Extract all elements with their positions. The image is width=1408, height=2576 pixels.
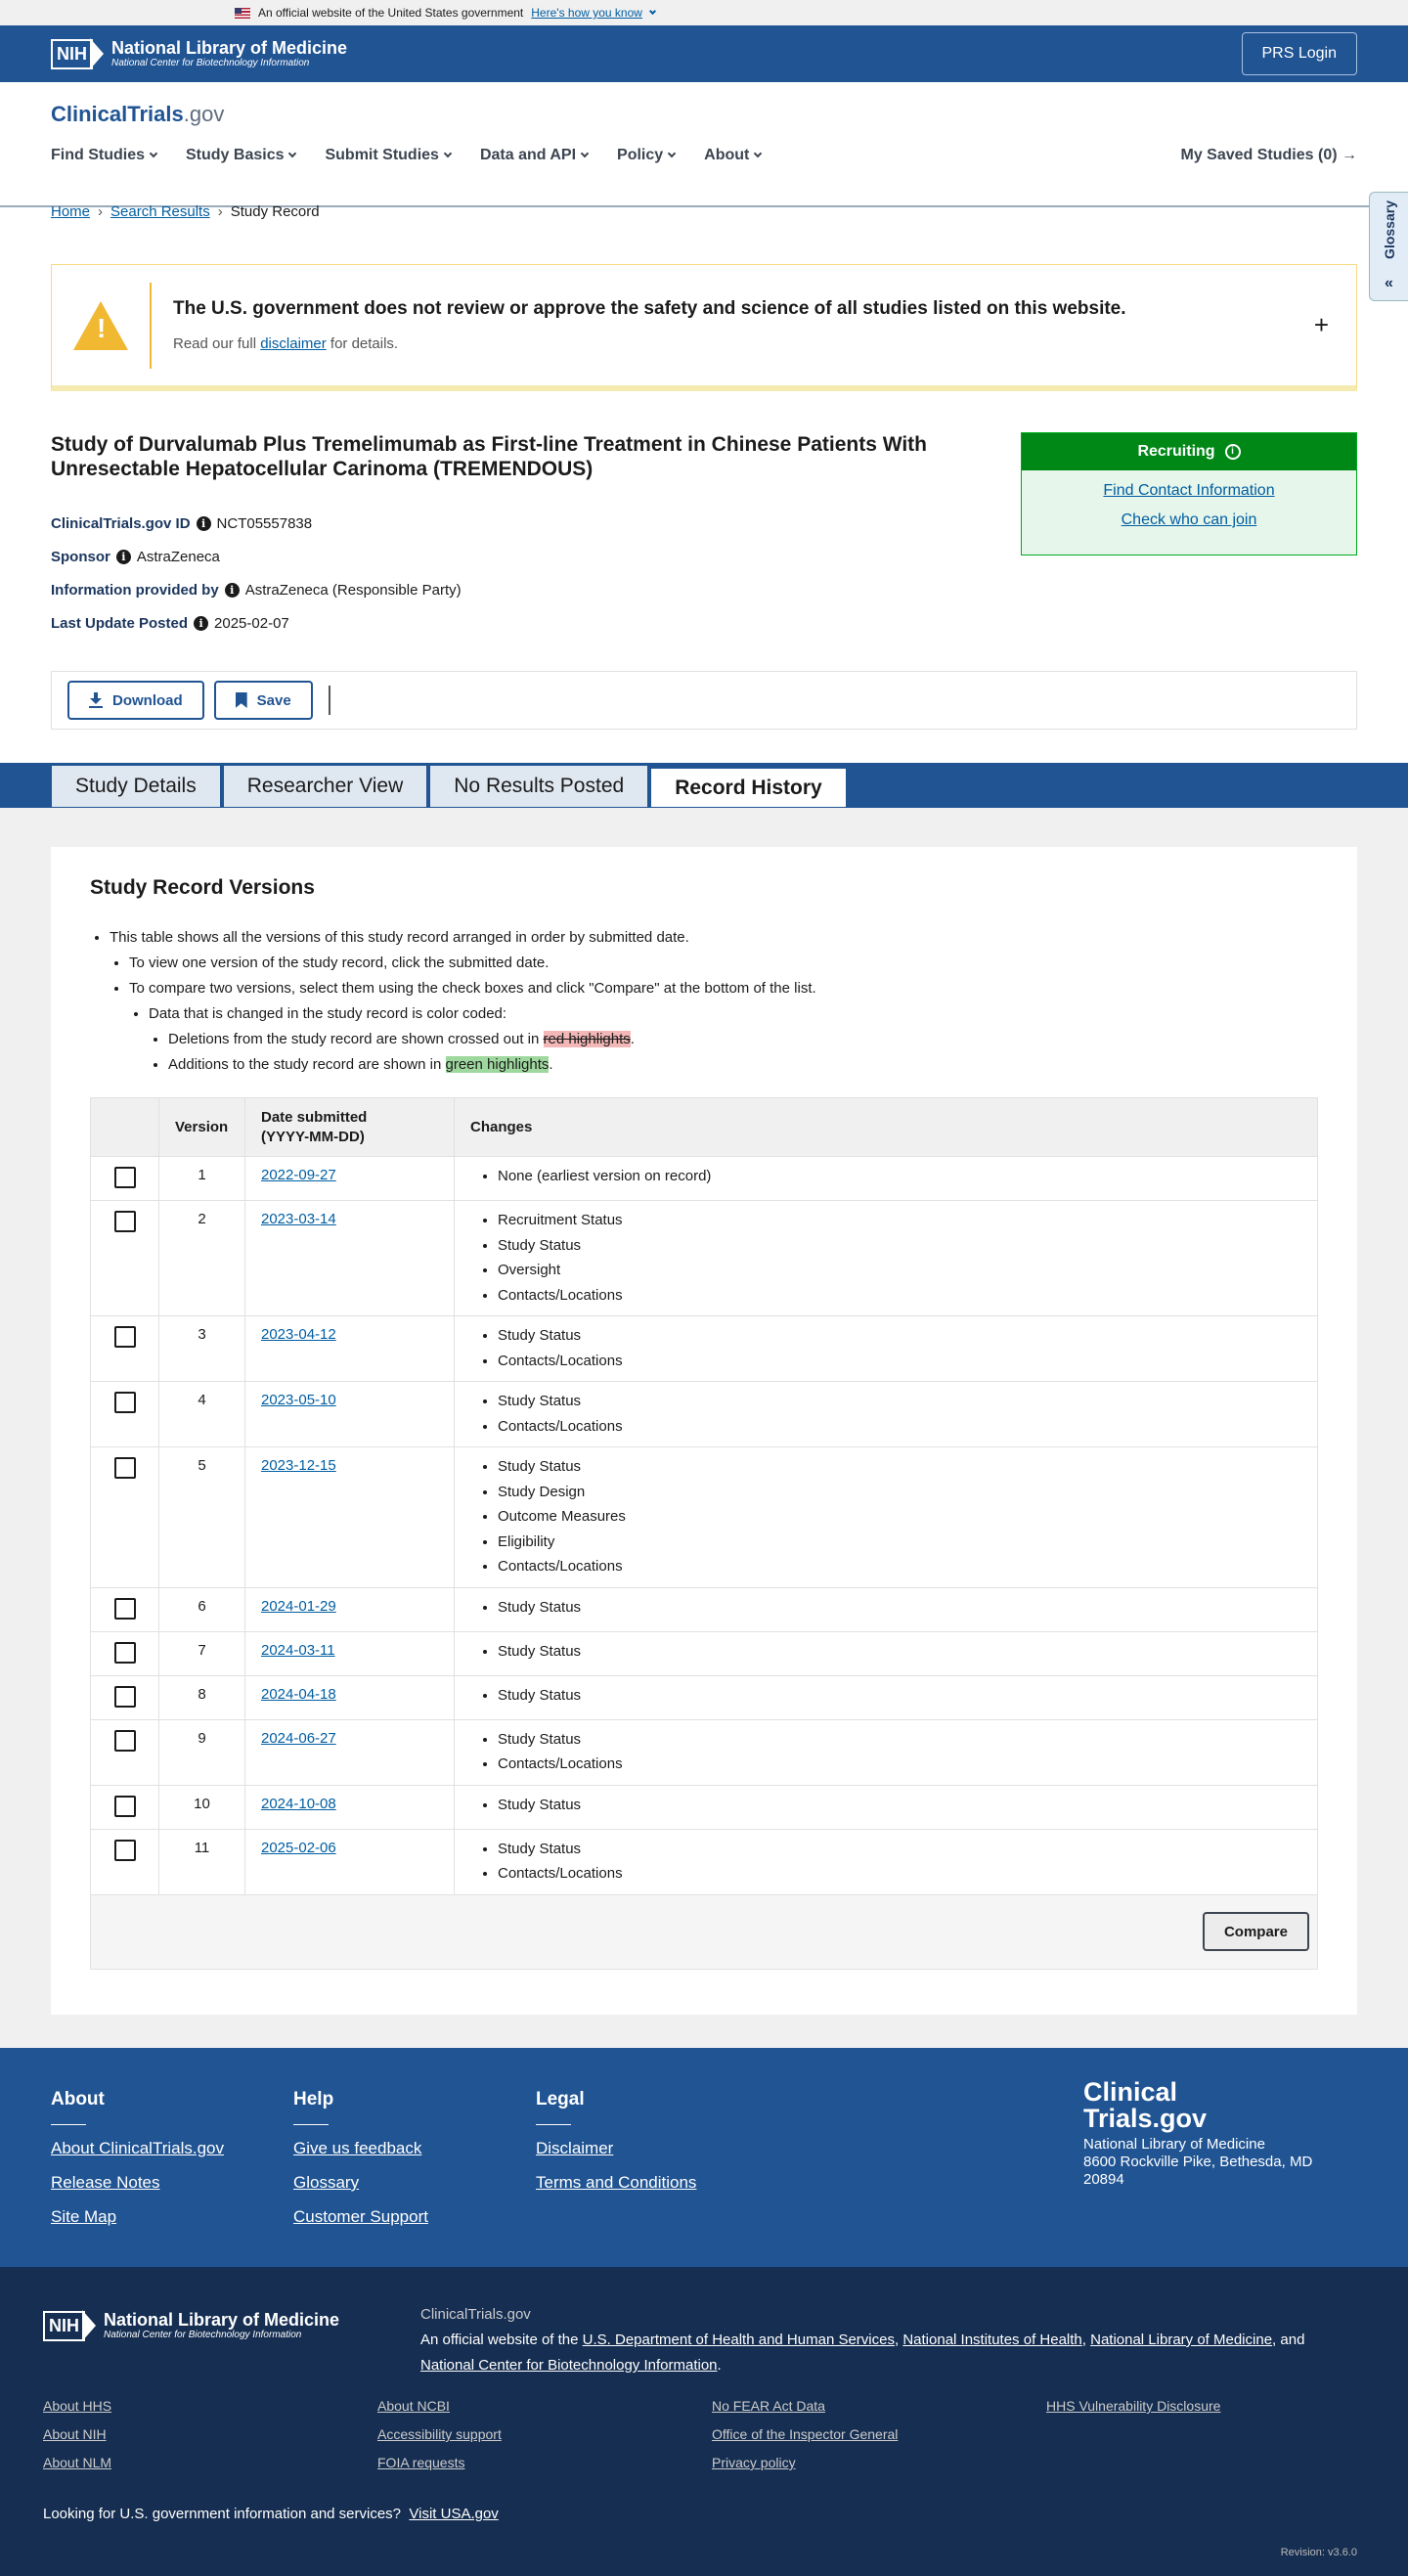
- info-icon[interactable]: i: [225, 583, 240, 598]
- warning-icon: !: [73, 301, 128, 350]
- footer-legal-title: Legal: [536, 2089, 585, 2110]
- footer-link[interactable]: About ClinicalTrials.gov: [51, 2139, 224, 2157]
- version-date-link[interactable]: 2024-06-27: [261, 1729, 336, 1747]
- change-item: • Study Status: [498, 1793, 1301, 1818]
- version-date-link[interactable]: 2024-10-08: [261, 1795, 336, 1812]
- clinicaltrials-logo[interactable]: ClinicalTrials.gov: [51, 102, 225, 126]
- version-date-link[interactable]: 2023-05-10: [261, 1392, 336, 1408]
- compare-button[interactable]: Compare: [1203, 1912, 1309, 1951]
- footer-link[interactable]: About HHS: [43, 2398, 112, 2414]
- version-checkbox[interactable]: [114, 1326, 136, 1348]
- footer-link[interactable]: Customer Support: [293, 2207, 428, 2226]
- footer-link[interactable]: Terms and Conditions: [536, 2173, 697, 2192]
- chevron-down-icon: [150, 150, 157, 157]
- alert-text: Read our full disclaimer for details.: [173, 335, 399, 352]
- changes-cell: [455, 1447, 1318, 1588]
- breadcrumb: [51, 203, 320, 220]
- nih-header: [0, 25, 1408, 82]
- versions-heading: Study Record Versions: [90, 876, 315, 899]
- footer-link[interactable]: HHS Vulnerability Disclosure: [1046, 2398, 1221, 2414]
- breadcrumb-home[interactable]: Home: [51, 203, 91, 220]
- info-icon[interactable]: i: [116, 550, 131, 564]
- footer-link[interactable]: About NIH: [43, 2426, 107, 2442]
- footer-nlm: [0, 2267, 1408, 2576]
- find-contact-link[interactable]: Find Contact Information: [1103, 482, 1275, 499]
- footer-links-col4: [1046, 2398, 1220, 2426]
- chevron-down-icon: [649, 7, 656, 14]
- main-nav: [51, 147, 761, 164]
- prs-login-button[interactable]: PRS Login: [1242, 32, 1358, 75]
- changes-cell: [455, 1587, 1318, 1631]
- glossary-label: Glossary: [1381, 200, 1397, 259]
- table-row: [91, 1675, 1318, 1719]
- version-date-link[interactable]: 2023-04-12: [261, 1326, 336, 1343]
- footer-ct-logo[interactable]: Clinical Trials.gov: [1083, 2077, 1208, 2133]
- change-item: • Study Status: [498, 1389, 1301, 1414]
- my-saved-studies-link[interactable]: My Saved Studies (0) →: [1180, 147, 1357, 163]
- change-item: • Study Status: [498, 1639, 1301, 1665]
- nih-logo-icon: NIH: [43, 2310, 96, 2341]
- ncbi-link[interactable]: National Center for Biotechnology Information: [420, 2357, 718, 2374]
- version-checkbox[interactable]: [114, 1642, 136, 1664]
- id-label: ClinicalTrials.gov ID: [51, 514, 191, 532]
- version-number: 7: [159, 1631, 245, 1675]
- change-item: • Contacts/Locations: [498, 1861, 1301, 1887]
- instruction-item: • This table shows all the versions of this study record arranged in order by submitted date.: [110, 925, 816, 951]
- divider: [329, 686, 330, 715]
- version-checkbox[interactable]: [114, 1598, 136, 1620]
- nlm-link[interactable]: National Library of Medicine: [1090, 2332, 1273, 2348]
- nih-title: National Library of Medicine: [111, 38, 348, 58]
- info-provided-label: Information provided by: [51, 581, 219, 599]
- footer-link[interactable]: Give us feedback: [293, 2139, 422, 2157]
- footer-main: [0, 2048, 1408, 2267]
- footer-link[interactable]: Site Map: [51, 2207, 117, 2226]
- change-item: • Contacts/Locations: [498, 1752, 1301, 1777]
- heres-how-you-know-link[interactable]: Here's how you know: [531, 6, 642, 20]
- versions-instructions: [90, 925, 816, 1078]
- version-number: 9: [159, 1719, 245, 1785]
- download-button[interactable]: Download: [67, 681, 204, 720]
- usa-gov-line: Looking for U.S. government information and services? Visit USA.gov: [43, 2506, 499, 2522]
- footer-legal-col: [536, 2089, 696, 2207]
- last-update-value: 2025-02-07: [214, 614, 289, 632]
- version-number: 5: [159, 1447, 245, 1588]
- changes-cell: [455, 1719, 1318, 1785]
- instruction-item: • To view one version of the study record, click the submitted date.: [129, 951, 816, 976]
- version-date-link[interactable]: 2023-03-14: [261, 1211, 336, 1227]
- glossary-toggle[interactable]: [1369, 192, 1408, 301]
- footer-nih-logo[interactable]: NIH National Library of Medicine National Center for Biotechnology Information: [43, 2310, 339, 2341]
- footer-link[interactable]: Office of the Inspector General: [712, 2426, 899, 2442]
- footer-links-col2: [377, 2398, 502, 2483]
- instruction-item: • To compare two versions, select them using the check boxes and click "Compare" at the bottom of the list.: [129, 976, 816, 1001]
- table-row: [91, 1631, 1318, 1675]
- recruiting-status: Recruiting: [1137, 443, 1215, 460]
- nav-about[interactable]: About: [704, 147, 761, 164]
- chevron-right-icon: ›: [217, 203, 223, 220]
- changes-cell: [455, 1201, 1318, 1316]
- version-number: 3: [159, 1316, 245, 1382]
- chevron-down-icon: [288, 150, 296, 157]
- change-item: • Oversight: [498, 1258, 1301, 1283]
- table-footer: [91, 1894, 1318, 1969]
- col-changes: Changes: [455, 1098, 1318, 1157]
- nav-study-basics[interactable]: Study Basics: [186, 147, 295, 164]
- footer-link[interactable]: About NLM: [43, 2455, 112, 2470]
- version-checkbox[interactable]: [114, 1457, 136, 1479]
- nih-logo-icon: NIH: [51, 38, 104, 69]
- tab-study-details[interactable]: Study Details: [51, 765, 221, 808]
- version-checkbox[interactable]: [114, 1686, 136, 1708]
- version-number: 10: [159, 1785, 245, 1829]
- changes-cell: [455, 1316, 1318, 1382]
- nav-data-and-api[interactable]: Data and API: [480, 147, 588, 164]
- study-id: NCT05557838: [216, 514, 313, 532]
- site-header: [0, 82, 1408, 207]
- col-date: Date submitted (YYYY-MM-DD): [245, 1098, 455, 1157]
- table-row: [91, 1719, 1318, 1785]
- version-date-link[interactable]: 2024-04-18: [261, 1685, 336, 1703]
- last-update-label: Last Update Posted: [51, 614, 189, 632]
- nih-subtitle: National Center for Biotechnology Information: [111, 58, 310, 68]
- footer-link[interactable]: Accessibility support: [377, 2426, 502, 2442]
- footer-link[interactable]: About NCBI: [377, 2398, 450, 2414]
- hhs-link[interactable]: U.S. Department of Health and Human Services: [582, 2332, 895, 2348]
- changes-cell: [455, 1675, 1318, 1719]
- footer-about-col: [51, 2089, 224, 2242]
- chevron-down-icon: [754, 150, 762, 157]
- version-date-link[interactable]: 2022-09-27: [261, 1167, 336, 1183]
- tab-no-results-posted[interactable]: No Results Posted: [429, 765, 648, 808]
- version-number: 8: [159, 1675, 245, 1719]
- footer-links-col1: [43, 2398, 111, 2483]
- footer-link[interactable]: Release Notes: [51, 2173, 160, 2192]
- info-provided-value: AstraZeneca (Responsible Party): [244, 581, 462, 599]
- version-number: 6: [159, 1587, 245, 1631]
- footer-link[interactable]: Glossary: [293, 2173, 360, 2192]
- version-date-link[interactable]: 2023-12-15: [261, 1457, 336, 1474]
- disclaimer-link[interactable]: disclaimer: [260, 335, 327, 352]
- nih-logo[interactable]: [51, 38, 347, 69]
- instruction-item: • Data that is changed in the study record is color coded:: [149, 1001, 816, 1027]
- col-version: Version: [159, 1098, 245, 1157]
- chevron-down-icon: [668, 150, 676, 157]
- nav-find-studies[interactable]: Find Studies: [51, 147, 156, 164]
- footer-about-title: About: [51, 2089, 105, 2110]
- nih-link[interactable]: National Institutes of Health: [902, 2332, 1082, 2348]
- change-item: • Study Status: [498, 1595, 1301, 1621]
- table-row: [91, 1316, 1318, 1382]
- change-item: • Study Status: [498, 1727, 1301, 1753]
- info-icon[interactable]: i: [197, 516, 211, 531]
- usa-gov-link[interactable]: Visit USA.gov: [409, 2506, 499, 2522]
- changes-cell: [455, 1829, 1318, 1894]
- disclaimer-alert: [51, 264, 1357, 391]
- record-history-card: [51, 847, 1357, 2015]
- green-highlight-sample: green highlights: [445, 1056, 550, 1073]
- change-item: • Study Status: [498, 1233, 1301, 1259]
- table-row: [91, 1157, 1318, 1201]
- recruiting-status-box: [1021, 432, 1357, 555]
- version-date-link[interactable]: 2024-03-11: [261, 1641, 335, 1659]
- version-date-link[interactable]: 2025-02-06: [261, 1839, 336, 1856]
- double-chevron-left-icon: «: [1385, 274, 1393, 291]
- check-who-can-join-link[interactable]: Check who can join: [1121, 511, 1257, 528]
- changes-cell: [455, 1382, 1318, 1447]
- chevron-right-icon: ›: [98, 203, 104, 220]
- study-meta: [51, 507, 462, 640]
- download-icon: [89, 692, 103, 708]
- footer-help-title: Help: [293, 2089, 334, 2110]
- version-checkbox[interactable]: [114, 1211, 136, 1232]
- change-item: • Contacts/Locations: [498, 1283, 1301, 1309]
- footer-help-col: [293, 2089, 428, 2242]
- version-checkbox[interactable]: [114, 1840, 136, 1861]
- version-checkbox[interactable]: [114, 1392, 136, 1413]
- bookmark-icon: [236, 692, 247, 708]
- version-number: 2: [159, 1201, 245, 1316]
- footer-links-col3: [712, 2398, 898, 2483]
- change-item: • Study Status: [498, 1323, 1301, 1349]
- expand-plus-icon[interactable]: +: [1313, 310, 1329, 339]
- red-highlight-sample: red highlights: [543, 1031, 631, 1047]
- change-item: • Study Design: [498, 1480, 1301, 1505]
- tab-researcher-view[interactable]: Researcher View: [223, 765, 428, 808]
- footer-link[interactable]: No FEAR Act Data: [712, 2398, 825, 2414]
- versions-table: [90, 1097, 1318, 1970]
- change-item: • Recruitment Status: [498, 1208, 1301, 1233]
- info-icon[interactable]: i: [1225, 444, 1241, 460]
- change-item: • Eligibility: [498, 1530, 1301, 1555]
- version-checkbox[interactable]: [114, 1167, 136, 1188]
- version-number: 4: [159, 1382, 245, 1447]
- gov-banner: [0, 0, 1408, 25]
- sponsor-value: AstraZeneca: [136, 548, 220, 565]
- table-row: [91, 1829, 1318, 1894]
- version-number: 1: [159, 1157, 245, 1201]
- version-checkbox[interactable]: [114, 1730, 136, 1752]
- nav-policy[interactable]: Policy: [617, 147, 675, 164]
- change-item: • Outcome Measures: [498, 1504, 1301, 1530]
- changes-cell: [455, 1631, 1318, 1675]
- changes-cell: [455, 1157, 1318, 1201]
- table-row: [91, 1447, 1318, 1588]
- footer-link[interactable]: Privacy policy: [712, 2455, 796, 2470]
- footer-link[interactable]: Disclaimer: [536, 2139, 614, 2157]
- col-select: [91, 1098, 159, 1157]
- change-item: • Study Status: [498, 1683, 1301, 1709]
- breadcrumb-search-results[interactable]: Search Results: [110, 203, 210, 220]
- change-item: • Study Status: [498, 1454, 1301, 1480]
- table-row: [91, 1785, 1318, 1829]
- table-row: [91, 1587, 1318, 1631]
- nav-submit-studies[interactable]: Submit Studies: [325, 147, 450, 164]
- table-row: [91, 1201, 1318, 1316]
- table-row: [91, 1382, 1318, 1447]
- footer-link[interactable]: FOIA requests: [377, 2455, 465, 2470]
- us-flag-icon: [235, 8, 250, 19]
- version-checkbox[interactable]: [114, 1796, 136, 1817]
- footer-address: National Library of Medicine 8600 Rockville Pike, Bethesda, MD 20894: [1083, 2136, 1313, 2188]
- revision: Revision: v3.6.0: [1280, 2547, 1357, 2558]
- chevron-down-icon: [581, 150, 589, 157]
- arrow-right-icon: →: [1342, 147, 1357, 163]
- change-item: • Study Status: [498, 1837, 1301, 1862]
- tab-record-history[interactable]: Record History: [650, 765, 847, 808]
- study-tabs: [51, 765, 847, 808]
- breadcrumb-current: Study Record: [230, 203, 320, 220]
- version-date-link[interactable]: 2024-01-29: [261, 1597, 336, 1615]
- footer-official-text: ClinicalTrials.gov An official website of the U.S. Department of Health and Human Services, National Institutes of Health, National Library of Medicine, and National Center for Biotechnology Information.: [420, 2306, 1305, 2374]
- instruction-item: • Additions to the study record are shown in green highlights.: [168, 1052, 816, 1078]
- save-button[interactable]: Save: [214, 681, 313, 720]
- alert-heading: The U.S. government does not review or approve the safety and science of all studies listed on this website.: [173, 298, 1126, 319]
- change-item: • None (earliest version on record): [498, 1164, 1301, 1189]
- instruction-item: • Deletions from the study record are shown crossed out in red highlights.: [168, 1027, 816, 1052]
- change-item: • Contacts/Locations: [498, 1349, 1301, 1374]
- gov-banner-text: An official website of the United States government: [258, 6, 524, 20]
- change-item: • Contacts/Locations: [498, 1554, 1301, 1579]
- version-number: 11: [159, 1829, 245, 1894]
- info-icon[interactable]: i: [194, 616, 208, 631]
- action-bar: [51, 671, 1357, 730]
- study-title: Study of Durvalumab Plus Tremelimumab as First-line Treatment in Chinese Patients With Unresectable Hepatocellular Carinoma (TREMENDOUS): [51, 433, 928, 480]
- sponsor-label: Sponsor: [51, 548, 110, 565]
- chevron-down-icon: [444, 150, 452, 157]
- change-item: • Contacts/Locations: [498, 1414, 1301, 1440]
- changes-cell: [455, 1785, 1318, 1829]
